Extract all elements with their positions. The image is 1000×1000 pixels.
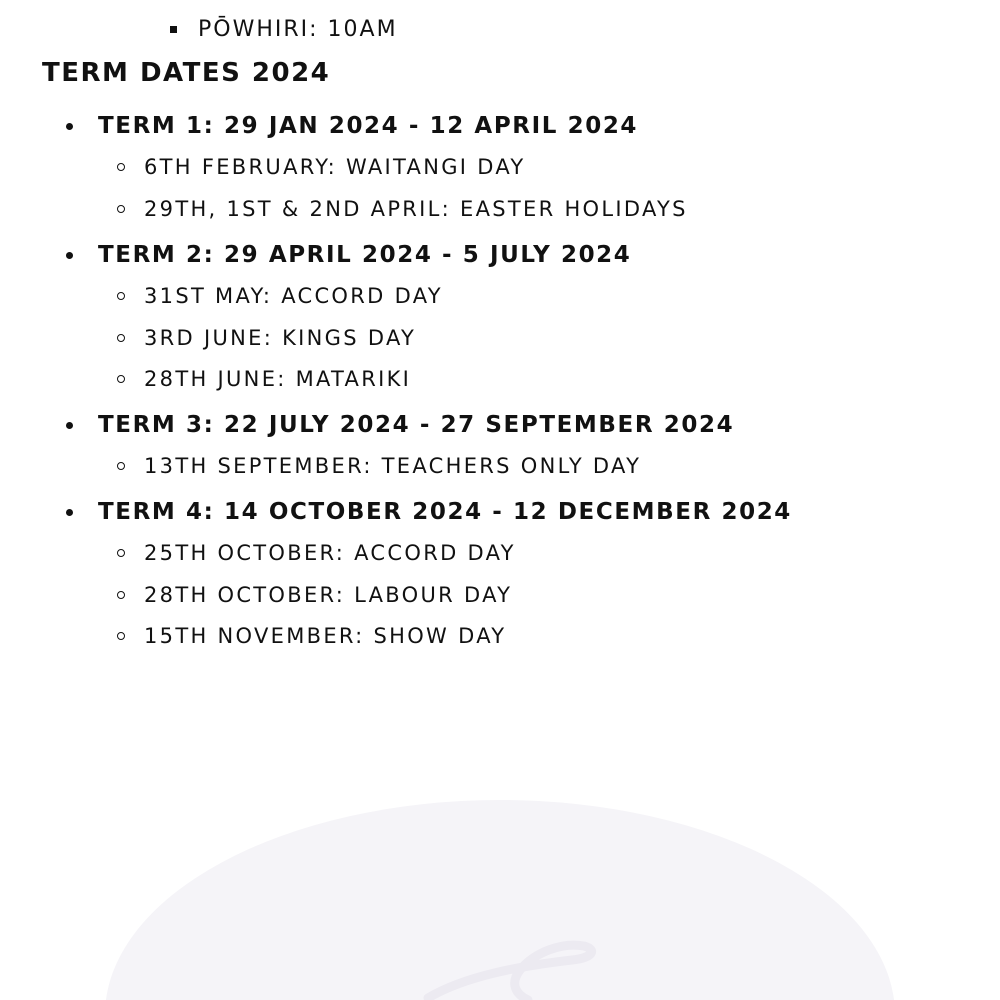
circle-bullet-icon <box>117 334 125 342</box>
event-label: 6TH FEBRUARY: WAITANGI DAY <box>144 155 526 179</box>
term-2-item <box>66 242 631 268</box>
term-4-event-2 <box>117 583 512 607</box>
disc-bullet-icon <box>66 422 73 429</box>
event-label: 13TH SEPTEMBER: TEACHERS ONLY DAY <box>144 454 642 478</box>
disc-bullet-icon <box>66 123 73 130</box>
square-bullet-icon <box>170 26 177 33</box>
term-3-event-1 <box>117 454 641 478</box>
circle-bullet-icon <box>117 375 125 383</box>
term-1-event-1 <box>117 155 526 179</box>
circle-bullet-icon <box>117 591 125 599</box>
event-label: 25TH OCTOBER: ACCORD DAY <box>144 541 516 565</box>
watermark-logo <box>0 780 1000 1000</box>
circle-bullet-icon <box>117 292 125 300</box>
term-2-event-3 <box>117 367 411 391</box>
term-1-event-2 <box>117 197 688 221</box>
disc-bullet-icon <box>66 509 73 516</box>
circle-bullet-icon <box>117 462 125 470</box>
term-3-item <box>66 412 734 438</box>
previous-item-label: PŌWHIRI: 10AM <box>198 17 398 42</box>
term-1-item <box>66 113 638 139</box>
term-4-event-1 <box>117 541 516 565</box>
term-4-event-3 <box>117 624 506 648</box>
circle-bullet-icon <box>117 632 125 640</box>
term-4-item <box>66 499 792 525</box>
event-label: 28TH OCTOBER: LABOUR DAY <box>144 583 513 607</box>
term-2-label: TERM 2: 29 APRIL 2024 - 5 JULY 2024 <box>98 242 632 268</box>
term-4-label: TERM 4: 14 OCTOBER 2024 - 12 DECEMBER 2024 <box>98 499 792 525</box>
event-label: 15TH NOVEMBER: SHOW DAY <box>144 624 507 648</box>
circle-bullet-icon <box>117 205 125 213</box>
term-2-event-2 <box>117 326 416 350</box>
event-label: 29TH, 1ST & 2ND APRIL: EASTER HOLIDAYS <box>144 197 688 221</box>
event-label: 28TH JUNE: MATARIKI <box>144 367 412 391</box>
circle-bullet-icon <box>117 549 125 557</box>
event-label: 3RD JUNE: KINGS DAY <box>144 326 417 350</box>
term-1-label: TERM 1: 29 JAN 2024 - 12 APRIL 2024 <box>98 113 639 139</box>
term-dates-heading: TERM DATES 2024 <box>42 58 331 88</box>
circle-bullet-icon <box>117 163 125 171</box>
term-3-label: TERM 3: 22 JULY 2024 - 27 SEPTEMBER 2024 <box>98 412 735 438</box>
disc-bullet-icon <box>66 252 73 259</box>
event-label: 31ST MAY: ACCORD DAY <box>144 284 443 308</box>
term-2-event-1 <box>117 284 443 308</box>
previous-list-item <box>170 17 398 42</box>
